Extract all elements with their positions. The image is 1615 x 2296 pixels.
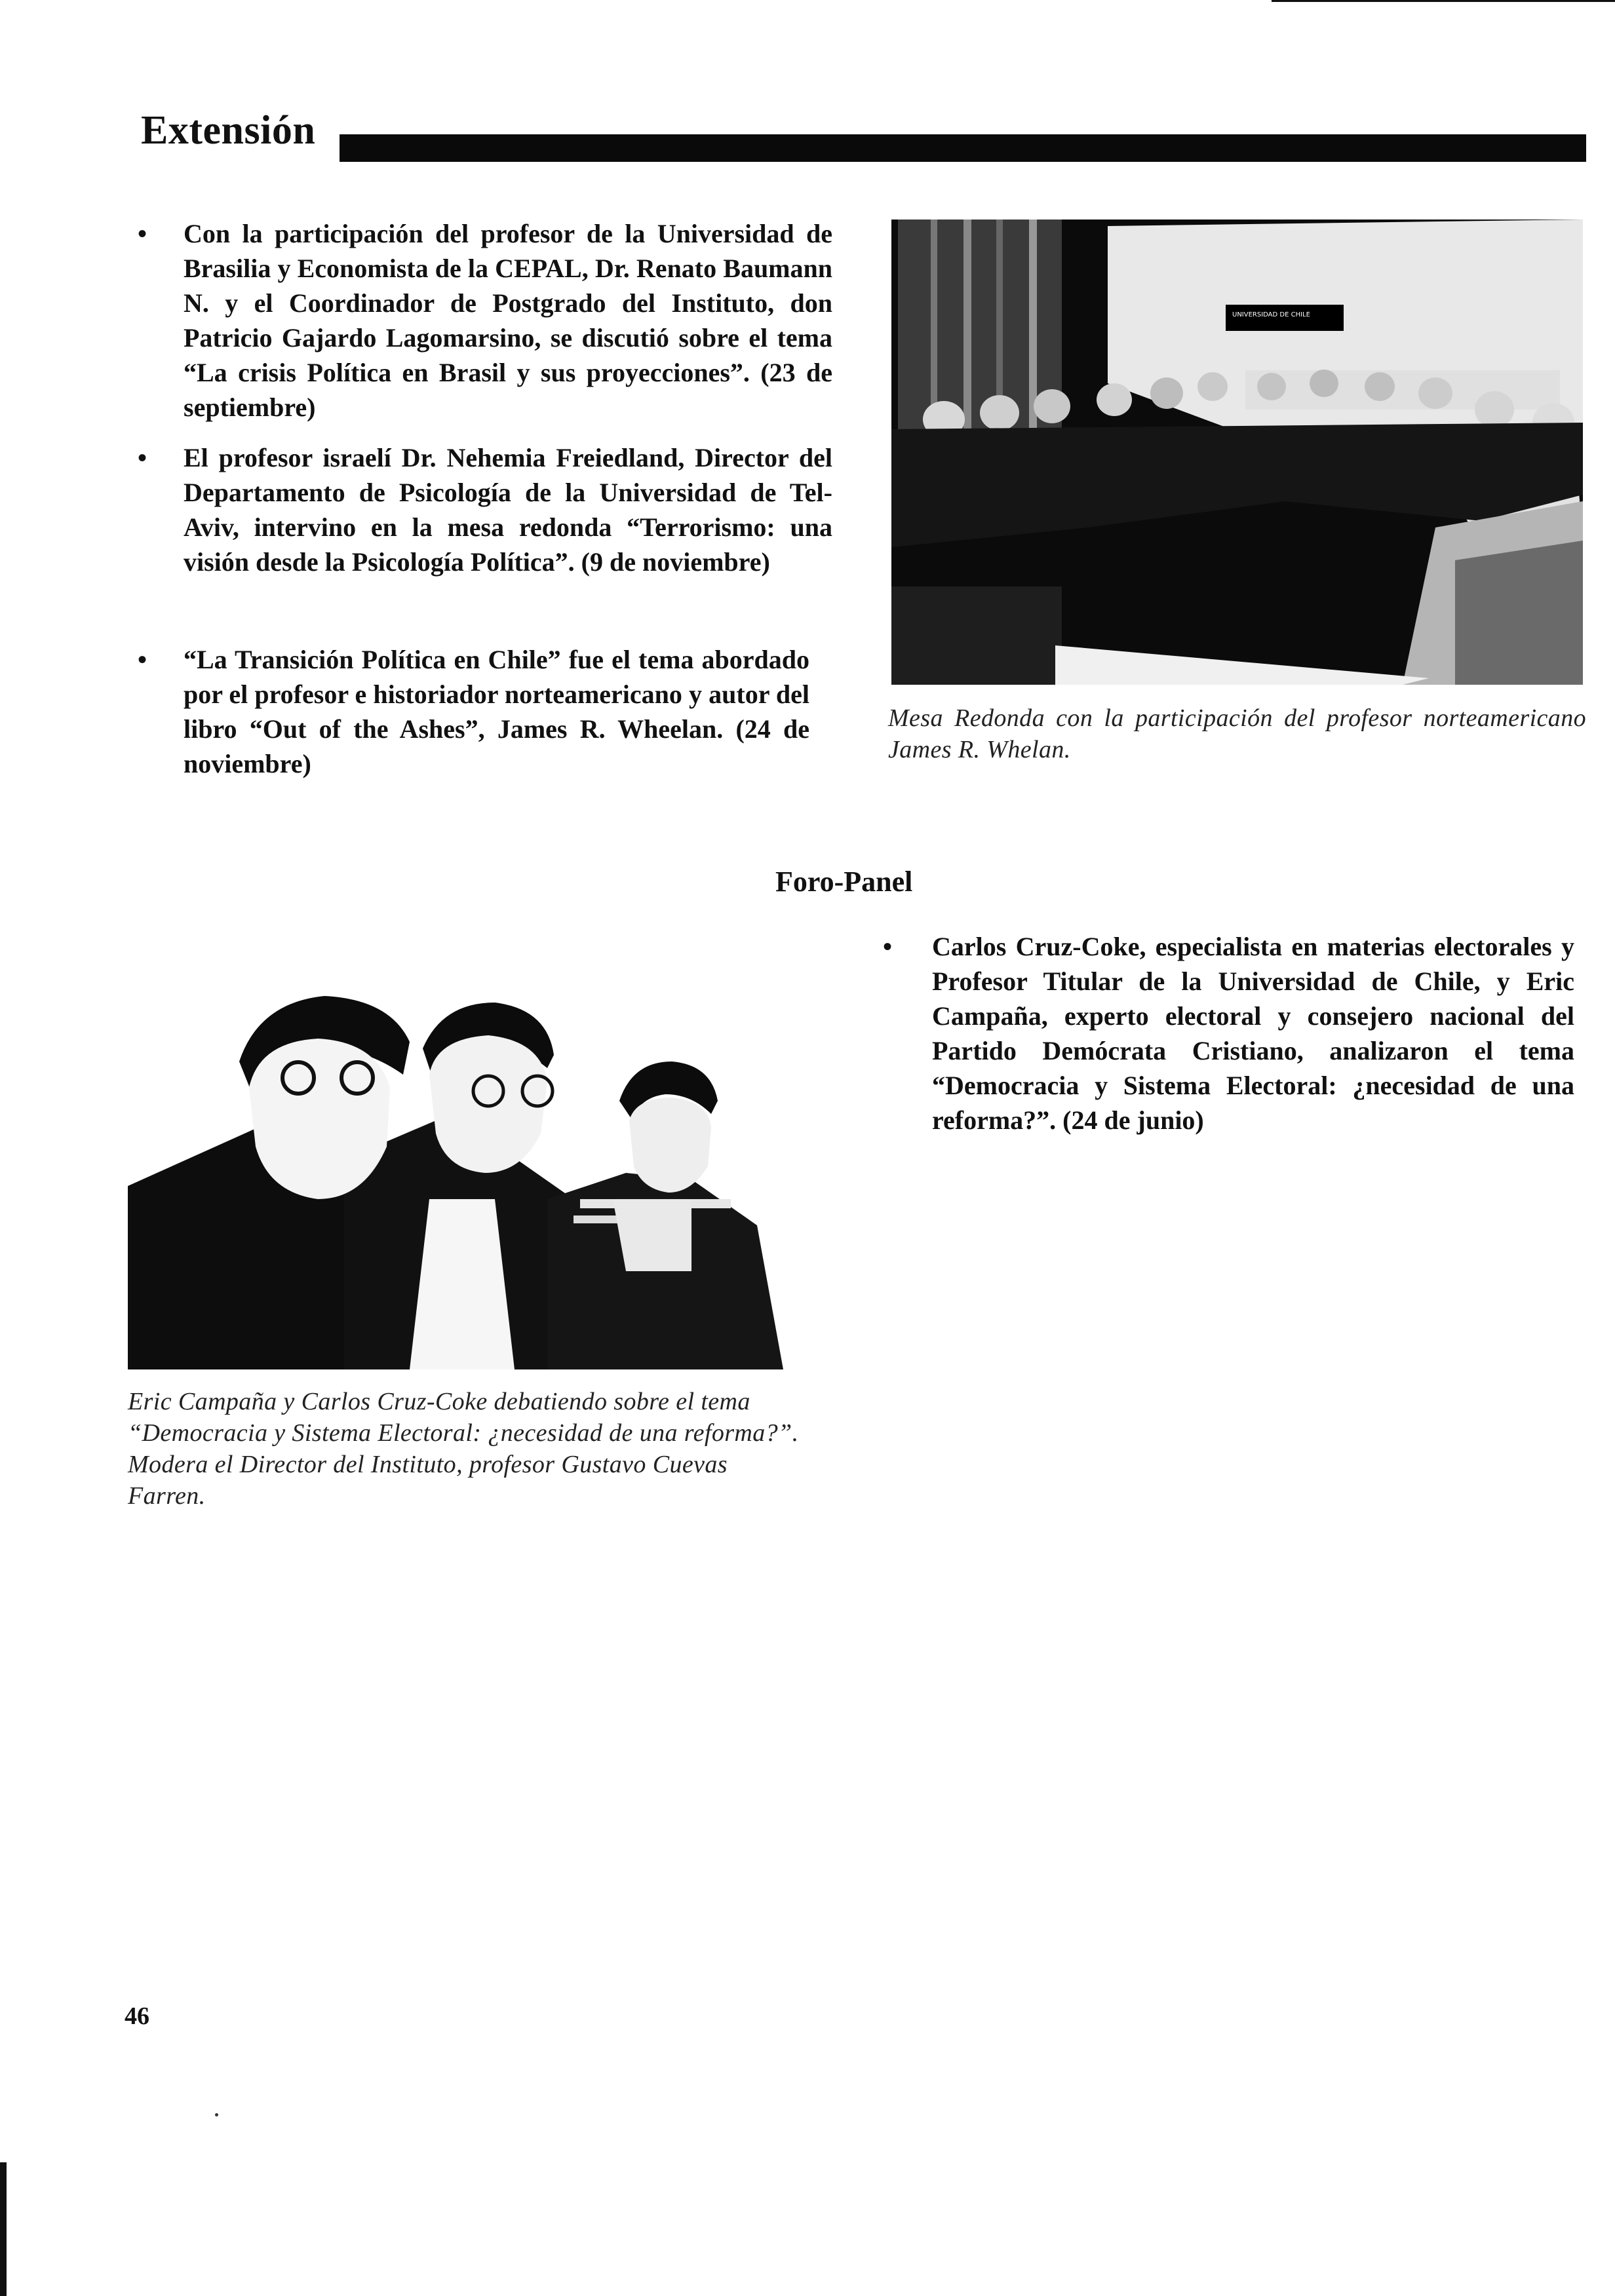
sign-text: UNIVERSIDAD DE CHILE <box>1232 311 1310 318</box>
page-number: 46 <box>125 2002 149 2030</box>
round-table-photo <box>891 220 1583 685</box>
bullet-marker: • <box>138 645 147 674</box>
section-title-bar <box>340 134 1586 162</box>
top-edge-rule <box>1272 0 1615 2</box>
bullet-marker: • <box>883 932 893 961</box>
panel-speakers-photo-caption: Eric Campaña y Carlos Cruz-Coke debatiendo sobre el tema “Democracia y Sistema Electoral: ¿necesidad de una reforma?”. Modera el Director del Instituto, profesor Gustavo Cuevas Farren. <box>128 1388 799 1510</box>
foro-panel-heading: Foro-Panel <box>775 866 913 898</box>
scan-speck <box>215 2113 218 2116</box>
bullet-item-2: El profesor israelí Dr. Nehemia Freiedland, Director del Departamento de Psicología de la Universidad de Tel-Aviv, intervino en la mesa redonda “Terrorismo: una visión desde la Psicología Política”. (9 de noviembre) <box>184 443 832 577</box>
bullet-marker: • <box>138 443 147 472</box>
foro-panel-bullet: Carlos Cruz-Coke, especialista en materias electorales y Profesor Titular de la Universidad de Chile, y Eric Campaña, experto electoral y consejero nacional del Partido Demócrata Cristiano, analizaron el tema “Democracia y Sistema Electoral: ¿necesidad de una reforma?”. (24 de junio) <box>932 932 1574 1135</box>
section-title: Extensión <box>141 108 316 153</box>
bullet-item-1: Con la participación del profesor de la Universidad de Brasilia y Economista de la CEPAL, Dr. Renato Baumann N. y el Coordinador de Postgrado del Instituto, don Patricio Gajardo Lagomarsino, se discutió sobre el tema “La crisis Política en Brasil y sus proyecciones”. (23 de septiembre) <box>184 219 832 422</box>
round-table-photo-caption: Mesa Redonda con la participación del profesor norteamericano James R. Whelan. <box>888 704 1586 763</box>
bullet-marker: • <box>138 219 147 248</box>
bullet-item-3: “La Transición Política en Chile” fue el tema abordado por el profesor e historiador norteamericano y autor del libro “Out of the Ashes”, James R. Wheelan. (24 de noviembre) <box>184 645 809 778</box>
panel-speakers-photo <box>128 963 809 1369</box>
scan-edge-mark <box>0 2162 7 2296</box>
round-table-photo-illustration <box>891 220 1583 685</box>
panel-speakers-photo-illustration <box>128 963 809 1369</box>
